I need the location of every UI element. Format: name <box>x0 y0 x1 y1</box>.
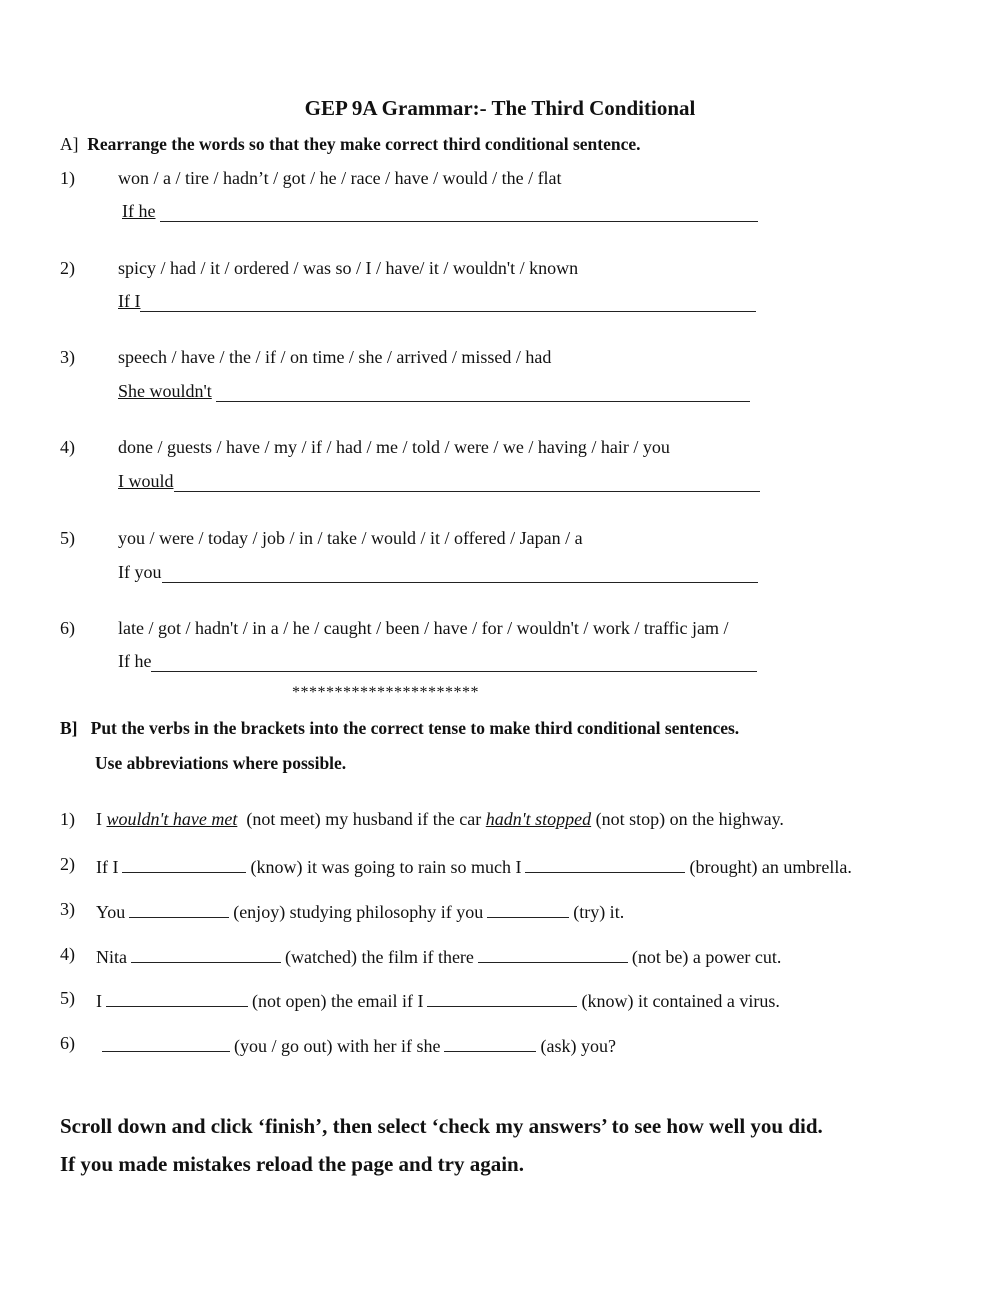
b-item-4-blank-2[interactable] <box>478 944 628 963</box>
section-a-label: A] <box>60 134 79 154</box>
section-a-header <box>60 134 641 155</box>
section-b-header <box>60 718 739 739</box>
a-item-6-number: 6) <box>60 618 75 638</box>
a-item-4-words: done / guests / have / my / if / had / me / told / were / we / having / hair / you <box>118 437 670 457</box>
b-item-6-number: 6) <box>60 1033 75 1053</box>
b-item-5-blank-1[interactable] <box>106 988 248 1007</box>
b-item-6-blank-1[interactable] <box>102 1033 230 1052</box>
b-item-4-number: 4) <box>60 944 75 964</box>
b-item-5-part2: (not open) the email if I <box>252 991 424 1011</box>
b-item-4-blank-1[interactable] <box>131 944 281 963</box>
a-item-4-answer-row <box>118 471 760 492</box>
section-b-instruction-line2: Use abbreviations where possible. <box>95 753 347 773</box>
b-item-6-part3: (ask) you? <box>540 1036 616 1056</box>
a-item-2-words: spicy / had / it / ordered / was so / I / have/ it / wouldn't / known <box>118 258 579 278</box>
b-item-6-blank-2[interactable] <box>444 1033 536 1052</box>
b-item-3-part2: (enjoy) studying philosophy if you <box>233 902 484 922</box>
b-item-4-sentence <box>96 944 781 968</box>
b-item-3-blank-2[interactable] <box>487 899 569 918</box>
worksheet-title: GEP 9A Grammar:- The Third Conditional <box>304 96 696 120</box>
b-item-1-part1: I <box>96 809 107 829</box>
b-item-5-blank-2[interactable] <box>427 988 577 1007</box>
b-item-4-part1: Nita <box>96 947 127 967</box>
b-item-1-sentence <box>96 809 784 830</box>
b-item-5-number: 5) <box>60 988 75 1008</box>
b-item-1-part2: (not meet) my husband if the car <box>237 809 486 829</box>
a-item-1-answer-line[interactable] <box>160 201 758 222</box>
a-item-6-answer-line[interactable] <box>151 651 757 672</box>
b-item-4-part2: (watched) the film if there <box>285 947 474 967</box>
b-item-2-part2: (know) it was going to rain so much I <box>250 857 522 877</box>
a-item-4-number: 4) <box>60 437 75 457</box>
a-item-6-prompt: If he <box>118 651 152 671</box>
a-item-3-words: speech / have / the / if / on time / she / arrived / missed / had <box>118 347 552 367</box>
a-item-1-number: 1) <box>60 168 75 188</box>
b-item-6-sentence <box>102 1033 616 1057</box>
a-item-3-number: 3) <box>60 347 75 367</box>
a-item-2-number: 2) <box>60 258 75 278</box>
b-item-5-part1: I <box>96 991 102 1011</box>
a-item-3-prompt: She wouldn't <box>118 381 212 401</box>
footer-instruction-line2: If you made mistakes reload the page and try again. <box>60 1152 524 1176</box>
b-item-2-sentence <box>96 854 852 878</box>
section-separator: ********************** <box>292 684 479 701</box>
b-item-2-part3: (brought) an umbrella. <box>689 857 852 877</box>
a-item-5-number: 5) <box>60 528 75 548</box>
b-item-3-number: 3) <box>60 899 75 919</box>
a-item-6-answer-row <box>118 651 757 672</box>
a-item-2-answer-line[interactable] <box>140 291 756 312</box>
b-item-6-part2: (you / go out) with her if she <box>234 1036 441 1056</box>
b-item-1-number: 1) <box>60 809 75 829</box>
a-item-2-prompt: If I <box>118 291 141 311</box>
b-item-3-sentence <box>96 899 624 923</box>
b-item-3-part1: You <box>96 902 126 922</box>
a-item-1-prompt: If he <box>122 201 156 221</box>
a-item-5-answer-row <box>118 562 758 583</box>
b-item-2-blank-1[interactable] <box>122 854 246 873</box>
a-item-3-answer-row <box>118 381 750 402</box>
a-item-5-answer-line[interactable] <box>162 562 758 583</box>
a-item-2-answer-row <box>118 291 756 312</box>
b-item-2-blank-2[interactable] <box>525 854 685 873</box>
b-item-1-example-answer-2: hadn't stopped <box>485 809 592 829</box>
b-item-2-part1: If I <box>96 857 119 877</box>
a-item-4-answer-line[interactable] <box>174 471 760 492</box>
b-item-1-example-answer-1: wouldn't have met <box>106 809 238 829</box>
a-item-1-words: won / a / tire / hadn’t / got / he / race / have / would / the / flat <box>118 168 562 188</box>
a-item-6-words: late / got / hadn't / in a / he / caught / been / have / for / wouldn't / work / traffic jam / <box>118 618 729 638</box>
a-item-1-answer-row <box>122 201 758 222</box>
a-item-5-words: you / were / today / job / in / take / would / it / offered / Japan / a <box>118 528 583 548</box>
b-item-3-part3: (try) it. <box>573 902 625 922</box>
b-item-2-number: 2) <box>60 854 75 874</box>
a-item-4-prompt: I would <box>118 471 174 491</box>
section-b-instruction-line1: Put the verbs in the brackets into the correct tense to make third conditional sentences. <box>90 718 740 738</box>
section-a-instruction: Rearrange the words so that they make correct third conditional sentence. <box>87 134 641 154</box>
a-item-3-answer-line[interactable] <box>216 381 750 402</box>
b-item-1-part3: (not stop) on the highway. <box>591 809 784 829</box>
footer-instruction-line1: Scroll down and click ‘finish’, then select ‘check my answers’ to see how well you did. <box>60 1114 823 1138</box>
b-item-5-part3: (know) it contained a virus. <box>581 991 780 1011</box>
b-item-5-sentence <box>96 988 780 1012</box>
b-item-3-blank-1[interactable] <box>129 899 229 918</box>
b-item-4-part3: (not be) a power cut. <box>631 947 782 967</box>
section-b-label: B] <box>60 718 78 738</box>
a-item-5-prompt: If you <box>118 562 162 582</box>
